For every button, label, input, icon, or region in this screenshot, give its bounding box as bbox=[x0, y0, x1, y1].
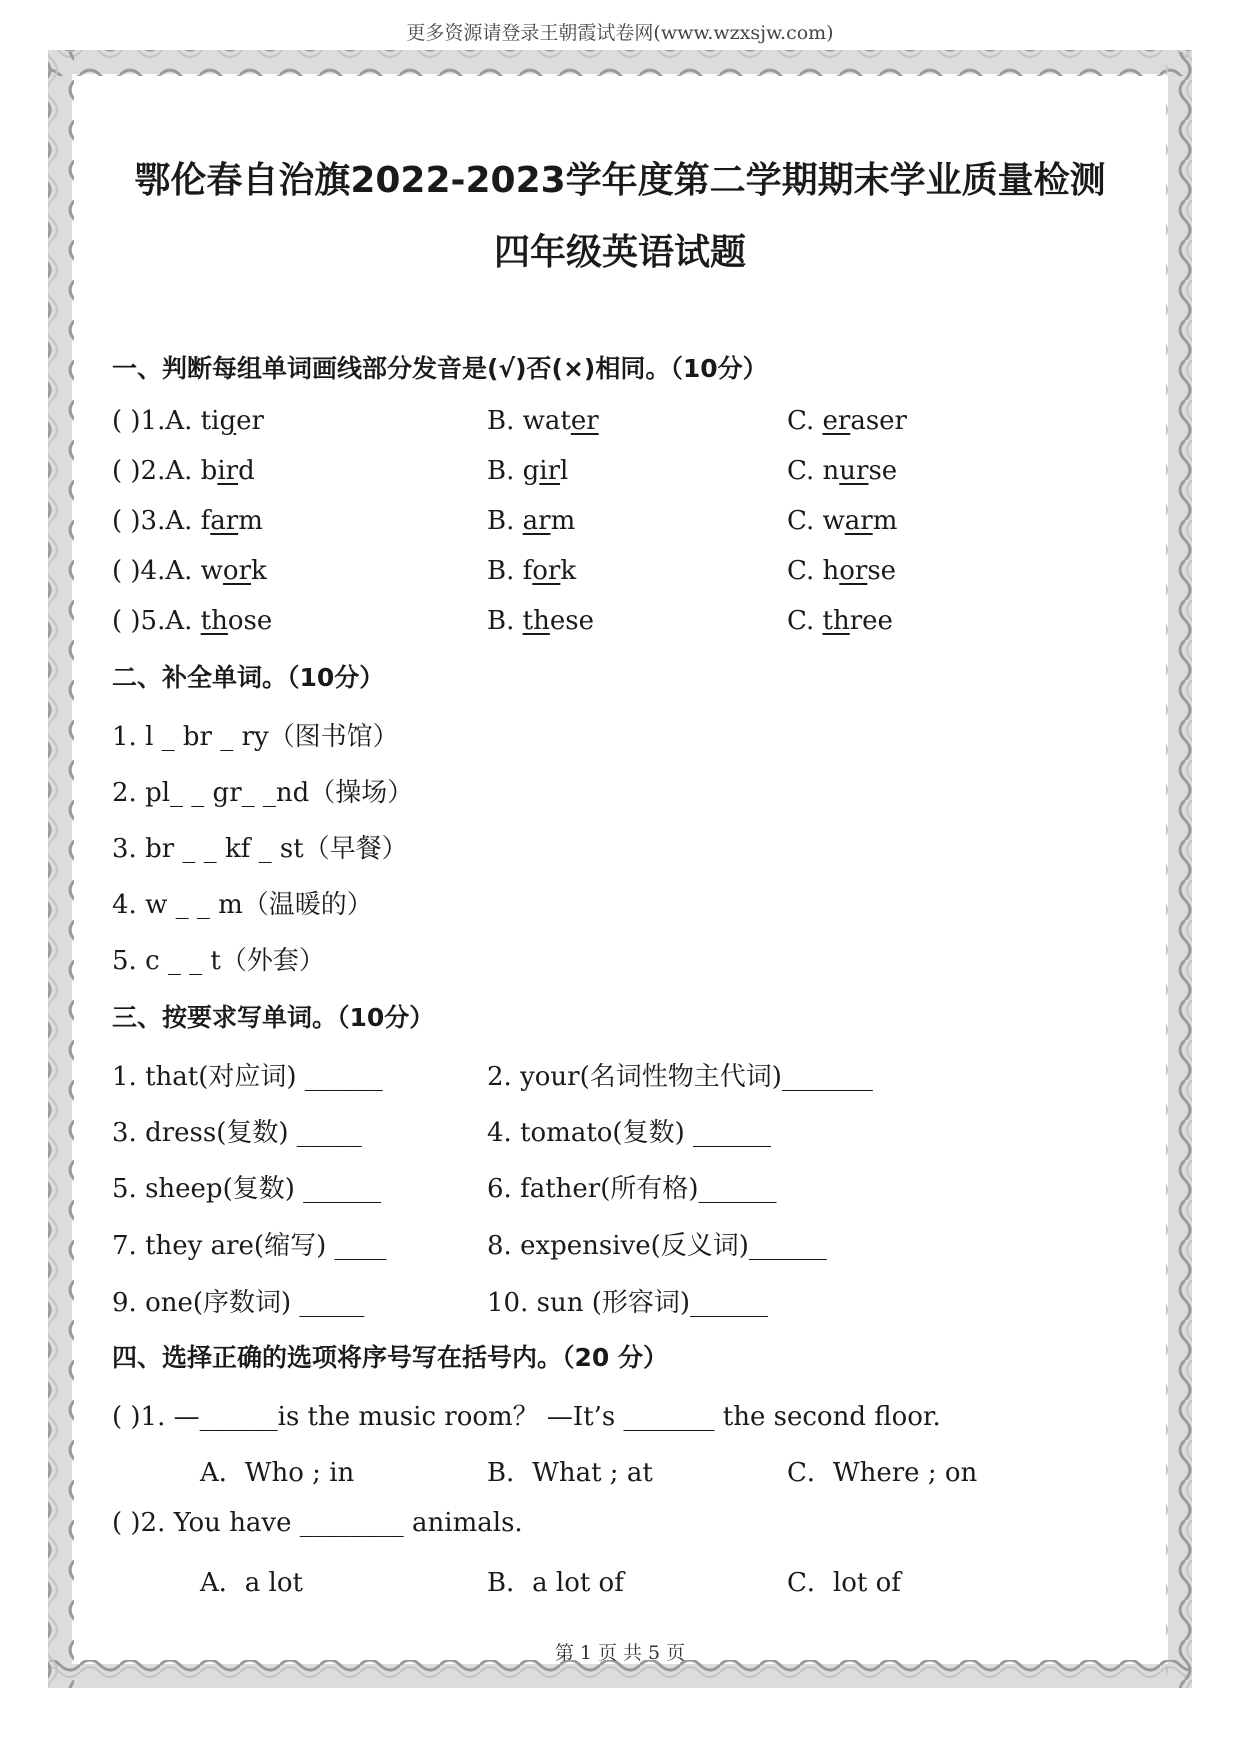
s3-item-2: 2. your(名词性物主代词)_______ bbox=[487, 1062, 873, 1092]
s1-q4-b2: or bbox=[532, 556, 561, 586]
s1-q3-c1: C. w bbox=[787, 506, 845, 536]
s1-q4-num: ( )4. bbox=[112, 556, 166, 586]
s1-q5-c bbox=[787, 606, 893, 636]
section1-heading: 一、判断每组单词画线部分发音是(√)否(×)相同。（10分） bbox=[112, 354, 768, 383]
s1-q2-b bbox=[487, 456, 568, 486]
s1-q5-c2: th bbox=[822, 606, 850, 636]
s1-q1-c2: er bbox=[822, 406, 851, 436]
s2-item-2: 2. pl_ _ gr_ _nd（操场） bbox=[112, 778, 414, 808]
s1-q3-a2: ar bbox=[210, 506, 239, 536]
s1-q2-b1: B. g bbox=[487, 456, 540, 486]
s4-q2-option-b: B．a lot of bbox=[487, 1568, 624, 1598]
s1-q3-b1: B. bbox=[487, 506, 523, 536]
s3-item-8: 8. expensive(反义词)______ bbox=[487, 1231, 827, 1261]
page-title: 鄂伦春自治旗2022-2023学年度第二学期期末学业质量检测 bbox=[134, 160, 1106, 201]
s1-q3-b3: m bbox=[550, 506, 576, 536]
s3-item-4: 4. tomato(复数) ______ bbox=[487, 1118, 771, 1148]
s1-q4-c3: se bbox=[867, 556, 897, 586]
s1-q1-b1: B. wat bbox=[487, 406, 571, 436]
s1-q1-b2: er bbox=[570, 406, 599, 436]
page-subtitle: 四年级英语试题 bbox=[493, 232, 746, 273]
s4-q2-stem: ( )2. You have ________ animals. bbox=[112, 1508, 523, 1538]
s1-q4-c1: C. h bbox=[787, 556, 840, 586]
s1-q2 bbox=[112, 456, 255, 486]
page-footer: 第 1 页 共 5 页 bbox=[554, 1642, 686, 1664]
s1-q1 bbox=[112, 406, 264, 436]
s1-q2-c2: ur bbox=[839, 456, 869, 486]
s2-item-1: 1. l _ br _ ry（图书馆） bbox=[112, 722, 399, 752]
s1-q4-b bbox=[487, 556, 576, 586]
s1-q2-num: ( )2. bbox=[112, 456, 166, 486]
s1-q2-b3: l bbox=[560, 456, 569, 486]
s1-q2-c3: se bbox=[868, 456, 898, 486]
s1-q3 bbox=[112, 506, 263, 536]
s1-q4-a2: or bbox=[222, 556, 252, 586]
s1-q4-c2: or bbox=[839, 556, 868, 586]
s1-q2-a3: d bbox=[238, 456, 255, 486]
s4-q1-option-c: C．Where ; on bbox=[787, 1458, 978, 1488]
s2-item-3: 3. br _ _ kf _ st（早餐） bbox=[112, 834, 408, 864]
s4-q1-option-a: A．Who ; in bbox=[200, 1458, 355, 1488]
s3-item-10: 10. sun (形容词)______ bbox=[487, 1288, 768, 1318]
s3-item-1: 1. that(对应词) ______ bbox=[112, 1062, 383, 1092]
s1-q1-a3: er bbox=[236, 406, 264, 436]
s1-q5-c1: C. bbox=[787, 606, 823, 636]
s1-q1-a2: g bbox=[219, 406, 237, 436]
s3-item-7: 7. they are(缩写) ____ bbox=[112, 1231, 387, 1261]
s1-q4-b1: B. f bbox=[487, 556, 533, 586]
s1-q1-c1: C. bbox=[787, 406, 823, 436]
s1-q5 bbox=[112, 606, 272, 636]
s3-item-5: 5. sheep(复数) ______ bbox=[112, 1174, 382, 1204]
s4-q1-option-b: B．What ; at bbox=[487, 1458, 653, 1488]
s1-q1-num: ( )1. bbox=[112, 406, 166, 436]
s1-q5-b3: ese bbox=[549, 606, 594, 636]
s1-q3-c3: m bbox=[872, 506, 898, 536]
s1-q2-a2: ir bbox=[217, 456, 239, 486]
s1-q5-b1: B. bbox=[487, 606, 523, 636]
s1-q3-c2: ar bbox=[844, 506, 873, 536]
s1-q3-a1: A. f bbox=[165, 506, 211, 536]
s1-q5-num: ( )5. bbox=[112, 606, 166, 636]
s1-q3-b2: ar bbox=[522, 506, 551, 536]
s1-q3-b bbox=[487, 506, 575, 536]
section2-heading: 二、补全单词。（10分） bbox=[112, 663, 385, 692]
s1-q5-a2: th bbox=[200, 606, 228, 636]
s1-q4-a1: A. w bbox=[165, 556, 223, 586]
s3-item-9: 9. one(序数词) _____ bbox=[112, 1288, 365, 1318]
s1-q5-a1: A. bbox=[165, 606, 201, 636]
s2-item-5: 5. c _ _ t（外套） bbox=[112, 946, 325, 976]
s1-q2-a1: A. b bbox=[165, 456, 218, 486]
s1-q1-a1: A. ti bbox=[165, 406, 220, 436]
header-note: 更多资源请登录王朝霞试卷网(www.wzxsjw.com) bbox=[406, 22, 834, 44]
section3-heading: 三、按要求写单词。（10分） bbox=[112, 1003, 435, 1032]
s4-q1-stem: ( )1. —______is the music room？ —It’s _______ the second floor. bbox=[112, 1402, 941, 1432]
s1-q5-a3: ose bbox=[227, 606, 273, 636]
section4-heading: 四、选择正确的选项将序号写在括号内。（20 分） bbox=[112, 1343, 668, 1372]
s2-item-4: 4. w _ _ m（温暖的） bbox=[112, 890, 373, 920]
s1-q1-c bbox=[787, 406, 907, 436]
s1-q2-c1: C. n bbox=[787, 456, 840, 486]
s3-item-3: 3. dress(复数) _____ bbox=[112, 1118, 362, 1148]
s1-q4-a3: k bbox=[251, 556, 267, 586]
s1-q5-c3: ree bbox=[849, 606, 893, 636]
s3-item-6: 6. father(所有格)______ bbox=[487, 1174, 777, 1204]
s1-q3-c bbox=[787, 506, 897, 536]
s4-q2-option-a: A．a lot bbox=[200, 1568, 303, 1598]
s4-q2-option-c: C．lot of bbox=[787, 1568, 901, 1598]
s1-q4 bbox=[112, 556, 267, 586]
s1-q1-c3: aser bbox=[850, 406, 907, 436]
s1-q5-b bbox=[487, 606, 594, 636]
s1-q5-b2: th bbox=[522, 606, 550, 636]
s1-q3-num: ( )3. bbox=[112, 506, 166, 536]
s1-q3-a3: m bbox=[238, 506, 263, 536]
s1-q4-c bbox=[787, 556, 896, 586]
s1-q2-c bbox=[787, 456, 897, 486]
s1-q1-b bbox=[487, 406, 599, 436]
s1-q2-b2: ir bbox=[539, 456, 561, 486]
s1-q4-b3: k bbox=[560, 556, 577, 586]
